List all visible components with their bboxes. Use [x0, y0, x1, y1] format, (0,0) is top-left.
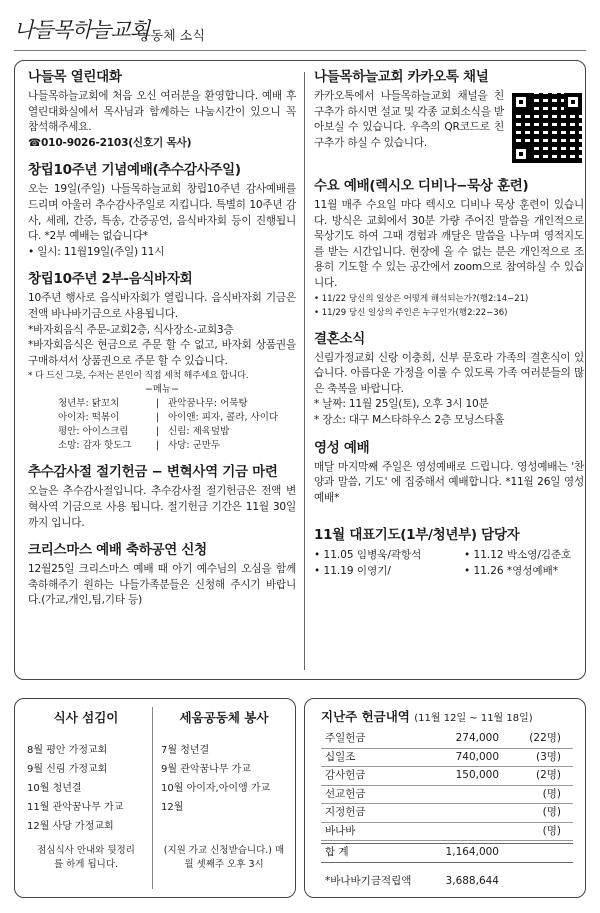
section-bazaar: 창립10주년 2부-음식바자회 10주년 행사로 음식바자회가 열립니다. 음식바자회 기금은 전액 바나바기금으로 사용됩니다. *바자회음식 주문-교회2층, 식사장소-교회3층 *바자회음식은 현금으로 주문 할 수 없고, 바자회 상품권을 구매하셔서 상품권으로 주문 할 수 있습니다. * 다 드신 그릇, 수저는 본인이 직접 세척 해주세요 합니다. −메뉴− 청년부: 닭꼬치 | 관악꿈나무: 어묵탕 아이자: 떡볶이 | 아이앤: 피자, 콜라, 사이다 평안: 아이스크림 | 신림: 제육덮밥 소망: 감자 핫도그 | 사당: 군만두	[28, 271, 296, 452]
table-row: 선교헌금 (명)	[321, 786, 573, 805]
list-item: 9월 신림 가정교회	[27, 764, 108, 775]
list-item: 9월 관악꿈나무 가교	[161, 764, 251, 775]
table-row: 주일헌금 274,000 (22명)	[321, 730, 573, 749]
offering-box	[304, 698, 586, 898]
offering-title: 지난주 헌금내역 (11월 12일 ~ 11월 18일)	[321, 709, 533, 724]
header-subtitle: 공동체 소식	[138, 29, 205, 44]
section-thanksgiving-offering: 추수감사절 절기헌금 − 변혁사역 기금 마련 오늘은 추수감사절입니다. 추수감사절 절기헌금은 전액 변혁사역 기금으로 사용 됩니다. 절기헌금 기간은 11월 30일 까지 입니다.	[28, 464, 296, 529]
section-kakao: 나들목하늘교회 카카오톡 채널 카카오톡에서 나들목하늘교회 채널을 친구추가 하시면 설교 및 각종 교회소식을 받아보실 수 있습니다. 우측의 QR코드로 친구추가 하실 수 있습니다.	[314, 68, 584, 167]
right-column	[314, 68, 584, 589]
prayer-row: • 11.05 임병욱/곽항석 • 11.12 박소영/김준호	[314, 549, 572, 562]
header	[14, 12, 586, 51]
menu-row: 소망: 감자 핫도그 | 사당: 군만두	[58, 440, 221, 452]
menu-row: 청년부: 닭꼬치 | 관악꿈나무: 어묵탕	[58, 398, 248, 410]
box-divider	[152, 707, 153, 889]
prayer-row: • 11.19 이영기/ • 11.26 *영성예배*	[314, 565, 558, 578]
table-row: 감사헌금 150,000 (2명)	[321, 767, 573, 786]
list-item: 10월 청년결	[27, 783, 82, 794]
column-divider	[304, 72, 305, 670]
section-christmas: 크리스마스 예배 축하공연 신청 12월25일 크리스마스 예배 때 아기 예수님의 오심을 함께 축하해주기 원하는 나들가족분들은 신청해 주시기 바랍니다.(가교,개인,팀,기타 등)	[28, 542, 296, 607]
list-item: 7월 청년결	[161, 745, 210, 756]
section-open-talk: 나들목 열린대화 나들목하늘교회에 처음 오신 여러분을 환영합니다. 예배 후 열린대화실에서 목사님과 함께하는 나눔시간이 있으니 꼭 참석해주세요. ☎010-9026-2103(신호기 목사)	[28, 68, 296, 151]
section-wednesday-worship: 수요 예배(렉시오 디비나−묵상 훈련) 11월 매주 수요일 마다 렉시오 디비나 묵상 훈련이 있습니다. 방식은 교회에서 30분 가량 주어진 말씀을 개인적으로 묵상기도 하여 그때 경험과 깨달은 말씀을 나누며 영적지도를 받는 시간입니다. 현장에 올 수 없는 분은 개인적으로 조용히 기도할 수 있는 공간에서 zoom으로 참여하실 수 있습니다. • 11/22 당신의 일상은 어떻게 해석되는가?(행2:14−21) • 11/29 당신 일상의 주인은 누구인가(행2:22−36)	[314, 178, 584, 318]
left-column	[28, 68, 296, 619]
menu-list	[28, 397, 296, 453]
list-item: 10월 아이자,아이앵 가교	[161, 783, 271, 794]
meal-servers: 식사 섬김이 8월 평안 가정교회 9월 신림 가정교회 10월 청년결 11월 관악꿈나무 가교 12월 사당 가정교회 점심식사 안내와 뒷정리를 하게 됩니다.	[27, 699, 145, 872]
section-prayer-leaders: 11월 대표기도(1부/청년부) 담당자 • 11.05 임병욱/곽항석 • 11.12 박소영/김준호 • 11.19 이영기/ • 11.26 *영성예배*	[314, 526, 584, 579]
contact-phone: ☎010-9026-2103(신호기 목사)	[28, 136, 192, 149]
menu-row: 아이자: 떡볶이 | 아이앤: 피자, 콜라, 사이다	[58, 412, 279, 424]
section-spiritual-worship: 영성 예배 매달 마지막째 주일은 영성예배로 드립니다. 영성예배는 '찬양과 말씀, 기도' 에 집중해서 예배합니다. *11월 26일 영성예배*	[314, 439, 584, 504]
table-row: 십일조 740,000 (3명)	[321, 749, 573, 768]
list-item: 8월 평안 가정교회	[27, 745, 108, 756]
qr-code-icon[interactable]	[510, 91, 584, 165]
section-wedding: 결혼소식 신림가정교회 신랑 이충희, 신부 문호라 가족의 결혼식이 있습니다. 아름다운 가정을 이룰 수 있도록 가족 여러분들의 많은 축복을 바랍니다. * 날짜: 11월 25일(토), 오후 3시 10분 * 장소: 대구 M스타하우스 2층 모닝스타홀	[314, 330, 584, 426]
section-anniversary: 창립10주년 기념예배(추수감사주일) 오는 19일(주일) 나들목하늘교회 창립10주년 감사예배를 드리며 아울러 추수감사주일로 지킵니다. 특별히 10주년 감사, 세례, 간증, 특송, 간증공연, 음식바자회 등이 진행됩니다. *2부 예배는 없습니다* • 일시: 11월19일(주일) 11시	[28, 162, 296, 258]
service-team: 세움공동체 봉사 7월 청년결 9월 관악꿈나무 가교 10월 아이자,아이앵 가교 12월 (지원 가교 신청받습니다.) 매월 셋째주 오후 3시	[161, 699, 287, 872]
menu-title: −메뉴−	[144, 384, 180, 396]
volunteer-box	[14, 698, 296, 898]
table-row: 지정헌금 (명)	[321, 804, 573, 823]
table-row: 바나바 (명)	[321, 823, 573, 842]
fund-row: *바나바기금적립액 3,688,644	[325, 874, 499, 887]
menu-row: 평안: 아이스크림 | 신림: 제육덮밥	[58, 426, 230, 438]
list-item: 12월	[161, 802, 184, 813]
total-row: 합 계 1,164,000	[321, 843, 573, 863]
list-item: 12월 사당 가정교회	[27, 821, 114, 832]
church-logo: 나들목하늘교회	[14, 18, 150, 42]
list-item: 11월 관악꿈나무 가교	[27, 802, 124, 813]
